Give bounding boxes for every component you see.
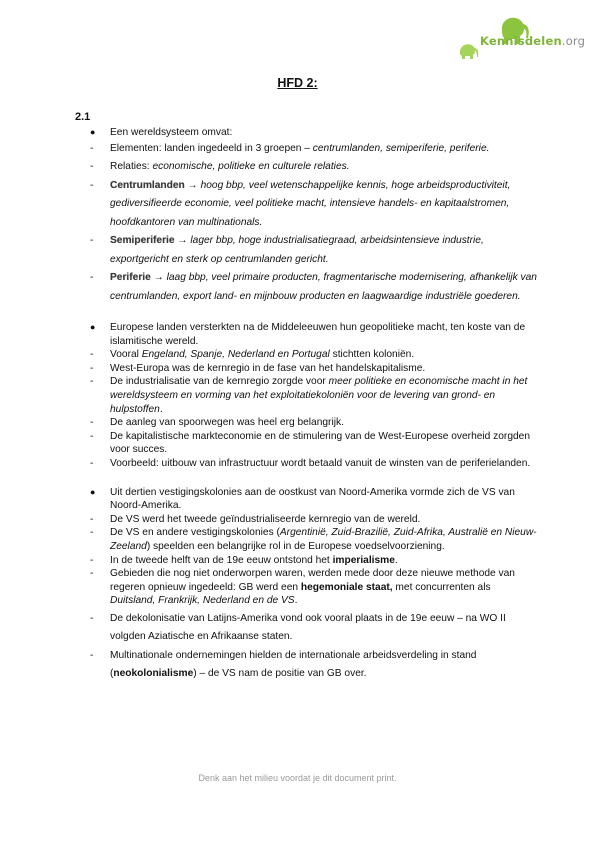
list-item: - Periferie → laag bbp, veel primaire producten, fragmentarische modernisering, afhankelijk van centrumlanden, export land- en mijnbouw producten en laagwaardige industriële goederen. xyxy=(90,272,537,302)
list-item: - Voorbeeld: uitbouw van infrastructuur wordt betaald vanuit de winsten van de periferielanden. xyxy=(90,458,531,470)
list-item: ● Een wereldsysteem omvat: xyxy=(90,127,233,138)
kennisdelen-logo xyxy=(458,12,586,62)
page-title: HFD 2: xyxy=(277,76,318,90)
list-item: - In de tweede helft van de 19e eeuw ontstond het imperialisme. xyxy=(90,554,398,566)
notes-content xyxy=(88,126,538,684)
list-item: - Elementen: landen ingedeeld in 3 groepen – centrumlanden, semiperiferie, periferie. xyxy=(90,142,490,154)
list-item: - Vooral Engeland, Spanje, Nederland en Portugal stichtten koloniën. xyxy=(90,349,415,361)
list-item: - De VS en andere vestigingskolonies (Argentinië, Zuid-Brazilië, Zuid-Afrika, Australië en Nieuw-Zeeland) speelden een belangrijke rol in de Europese voedselvoorziening. xyxy=(90,527,537,552)
section-number: 2.1 xyxy=(75,111,91,123)
list-item: - Relaties: economische, politieke en culturele relaties. xyxy=(90,161,350,173)
logo-text: Kennisdelen.org xyxy=(480,34,586,48)
list-item: - West-Europa was de kernregio in de fase van het handelskapitalisme. xyxy=(90,362,426,374)
list-item: - Centrumlanden → hoog bbp, veel wetenschappelijke kennis, hoge arbeidsproductiviteit, gediversifieerde economie, veel politieke macht, intensieve handels- en kapitaalstromen, hoofdkantoren van multinationals. xyxy=(90,179,511,228)
list-item: - De aanleg van spoorwegen was heel erg belangrijk. xyxy=(90,417,344,429)
list-item: - Semiperiferie → lager bbp, hoge industrialisatiegraad, arbeidsintensieve industrie, exportgericht en sterk op centrumlanden gericht. xyxy=(90,235,484,265)
list-item: ● Europese landen versterkten na de Middeleeuwen hun geopolitieke macht, ten koste van de islamitische wereld. xyxy=(90,322,526,347)
page-footer: Denk aan het milieu voordat je dit document print. xyxy=(198,773,397,783)
list-item: - Multinationale ondernemingen hielden de internationale arbeidsverdeling in stand (neokolonialisme) – de VS nam de positie van GB over. xyxy=(90,649,477,680)
list-item: - De dekolonisatie van Latijns-Amerika vond ook vooral plaats in de 19e eeuw – na WO II volgden Aziatische en Afrikaanse staten. xyxy=(90,612,506,643)
list-item: ● Uit dertien vestigingskolonies aan de oostkust van Noord-Amerika vormde zich de VS van Noord-Amerika. xyxy=(90,486,515,512)
list-item: - De kapitalistische markteconomie en de stimulering van de West-Europese overheid zorgden voor succes. xyxy=(90,430,530,456)
list-item: - De VS werd het tweede geïndustrialiseerde kernregio van de wereld. xyxy=(90,513,421,525)
list-item: - Gebieden die nog niet onderworpen waren, werden mede door deze nieuwe methode van regeren opnieuw ingedeeld: GB werd een hegemoniale staat, met concurrenten als Duitsland, Frankrijk, Nederland en de VS. xyxy=(90,568,515,607)
list-item: - De industrialisatie van de kernregio zorgde voor meer politieke en economische macht in het wereldsysteem en vorming van het exploitatiekoloniën voor de levering van grond- en hulpstoffen. xyxy=(90,376,528,415)
